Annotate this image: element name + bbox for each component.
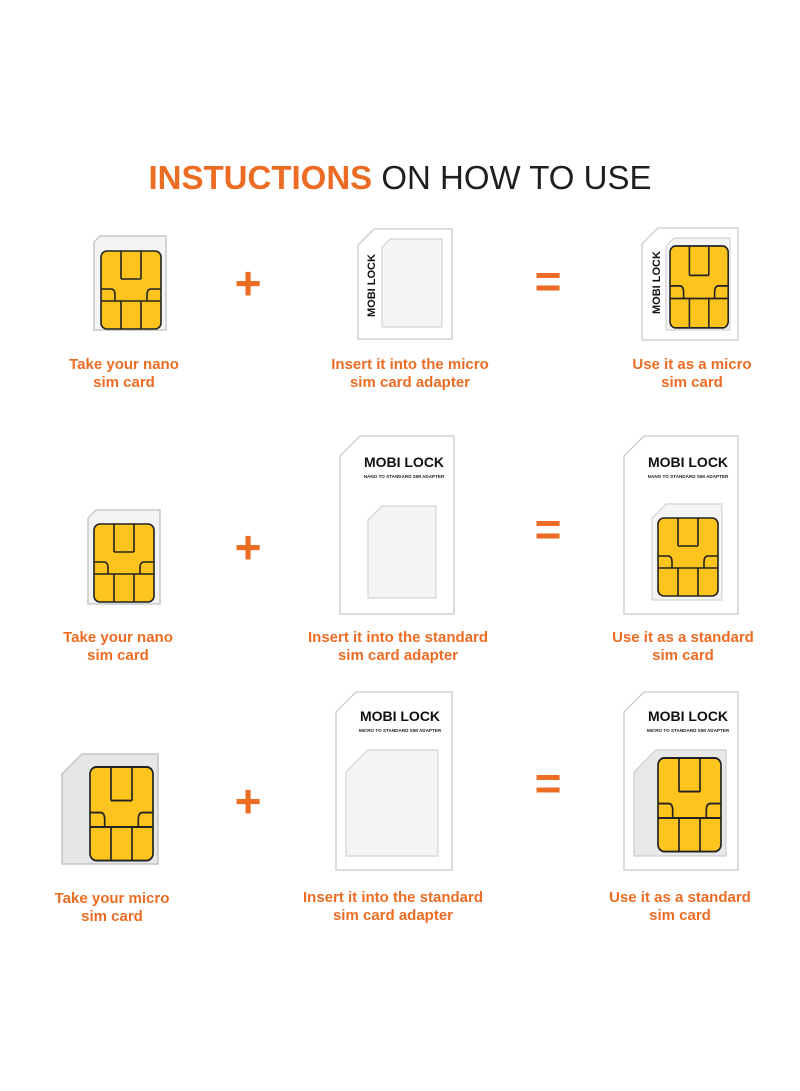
micro-sim-card — [60, 752, 160, 866]
micro-sim-adapter — [356, 227, 454, 341]
caption-nano-card: Take your nano sim card — [69, 356, 179, 391]
nano-sim-card — [92, 234, 168, 332]
standard-sim-result — [622, 690, 740, 872]
page-title — [0, 158, 800, 198]
adapter-subtitle: MICRO TO STANDARD SIM ADAPTER — [358, 728, 442, 733]
standard-sim-adapter — [334, 690, 454, 872]
plus-sign: + — [234, 521, 262, 573]
plus-sign: + — [234, 775, 262, 827]
nano-sim-card — [86, 508, 162, 606]
result-subtitle: MICRO TO STANDARD SIM ADAPTER — [646, 728, 730, 733]
standard-sim-adapter — [338, 434, 456, 616]
caption-micro-result: Use it as a micro sim card — [632, 356, 752, 391]
adapter-subtitle: NANO TO STANDARD SIM ADAPTER — [363, 474, 445, 479]
caption-standard-adapter: Insert it into the standard sim card adapter — [307, 629, 488, 664]
standard-sim-result — [622, 434, 740, 616]
micro-sim-result — [640, 226, 740, 342]
equals-sign: = — [534, 757, 562, 809]
caption-standard-result: Use it as a standard sim card — [609, 889, 751, 924]
adapter-brand: MOBI LOCK — [359, 708, 441, 724]
caption-micro-card: Take your micro sim card — [54, 890, 170, 925]
equals-sign: = — [534, 503, 562, 555]
result-brand: MOBI LOCK — [651, 251, 663, 314]
caption-standard-adapter: Insert it into the standard sim card adapter — [302, 889, 483, 924]
caption-standard-result: Use it as a standard sim card — [612, 629, 754, 664]
result-subtitle: NANO TO STANDARD SIM ADAPTER — [647, 474, 729, 479]
caption-micro-adapter: Insert it into the micro sim card adapter — [331, 356, 489, 391]
result-brand: MOBI LOCK — [647, 454, 729, 470]
adapter-brand: MOBI LOCK — [366, 254, 378, 317]
plus-sign: + — [234, 257, 262, 309]
caption-nano-card: Take your nano sim card — [63, 629, 173, 664]
adapter-brand: MOBI LOCK — [363, 454, 445, 470]
equals-sign: = — [534, 255, 562, 307]
title-highlight: INSTUCTIONS — [148, 159, 373, 196]
title-rest: ON HOW TO USE — [372, 159, 652, 196]
result-brand: MOBI LOCK — [647, 708, 729, 724]
